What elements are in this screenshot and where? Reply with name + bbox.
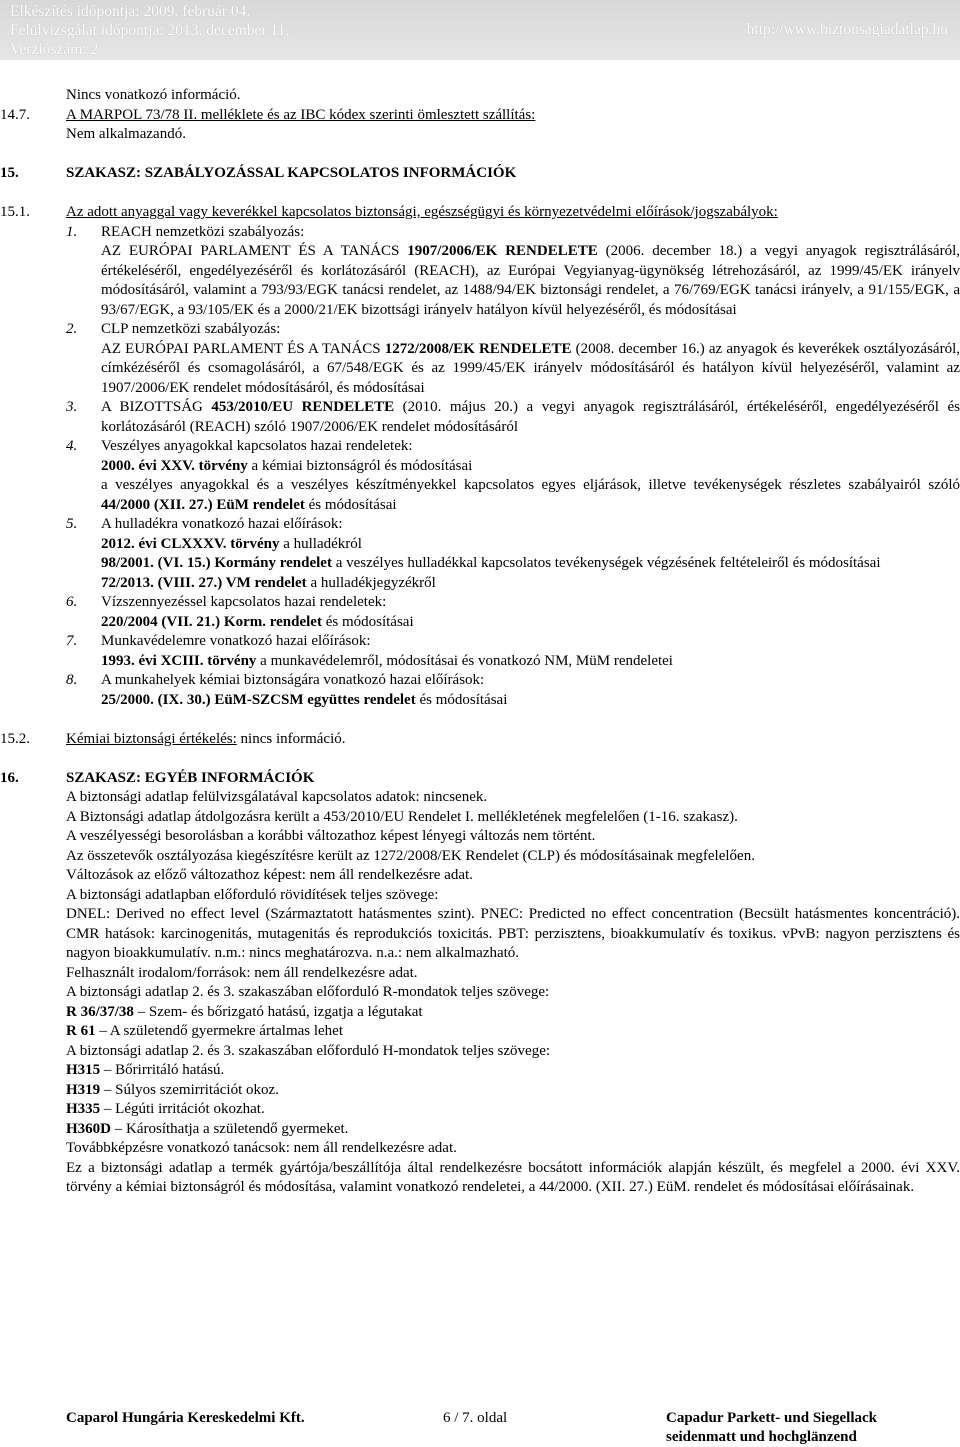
list-item [66,515,960,535]
list-number: 2. [66,321,78,337]
footer-product: Capadur Parkett- und Siegellack seidenmatt und hochglänzend [666,1410,877,1445]
list-number: 7. [66,633,78,649]
version-number: Verziószám: 2 [10,41,99,58]
list-item [66,223,960,243]
subsection-heading: A MARPOL 73/78 II. melléklete és az IBC kódex szerinti ömlesztett szállítás: [66,106,536,123]
r-phrase: R 61 – A születendő gyermekre ártalmas lehet [66,1023,344,1039]
list-heading: REACH nemzetközi szabályozás: [101,223,305,240]
list-heading: A munkahelyek kémiai biztonságára vonatkozó hazai előírások: [101,672,485,688]
section-title: SZAKASZ: SZABÁLYOZÁSSAL KAPCSOLATOS INFORMÁCIÓK [66,165,517,181]
info-line: A biztonsági adatlapban előforduló rövidítések teljes szövege: [66,886,439,903]
h-phrase: H319 – Súlyos szemirritációt okoz. [66,1081,279,1098]
list-item [66,398,960,437]
regulation-text: AZ EURÓPAI PARLAMENT ÉS A TANÁCS 1907/2006/EK RENDELETE (2006. december 18.) a vegyi anyagok regisztrálásáról, értékeléséről, engedélyezéséről és korlátozásáról (REACH), az Európai Vegyianyag-ügynökség létrehozásáról, az 1999/45/EK irányelv módosításáról, valamint a 793/93/EGK tanácsi rendelet, az 1488/94/EK biztonsági rendelet, a 76/769/EGK tanácsi irányelv, a 91/155/EGK, a 93/67/EGK, a 93/105/EK és a 2000/21/EK bizottsági irányelv hatályon kívül helyezéséről, és módosításai [101,243,960,318]
list-number: 6. [66,594,78,610]
info-line: Felhasznált irodalom/források: nem áll rendelkezésre adat. [66,964,418,981]
section-number: 14.7. [0,106,30,123]
document-header [0,0,960,60]
info-line: Változások az előző változathoz képest: nem áll rendelkezésre adat. [66,867,473,883]
header-url[interactable]: http://www.biztonsagiadatlap.hu [746,21,948,38]
regulation-text: 2000. évi XXV. törvény a kémiai biztonságról és módosításai [101,457,473,474]
h-phrase: H335 – Légúti irritációt okozhat. [66,1101,265,1117]
info-line: A biztonsági adatlap 2. és 3. szakaszában előforduló R-mondatok teljes szövege: [66,984,550,1000]
regulation-text: 98/2001. (VI. 15.) Kormány rendelet a veszélyes hulladékkal kapcsolatos tevékenységek végzésének feltételeiről és módosításai [101,555,881,571]
list-item [66,593,960,613]
list-number: 1. [66,223,78,240]
regulation-text: 220/2004 (VII. 21.) Korm. rendelet és módosításai [101,613,414,630]
footer-company: Caparol Hungária Kereskedelmi Kft. [66,1410,305,1426]
regulation-text: 1993. évi XCIII. törvény a munkavédelemről, módosításai és vonatkozó NM, MüM rendeletei [101,652,673,669]
info-line: A veszélyességi besorolásban a korábbi változathoz képest lényegi változás nem történt. [66,828,596,844]
section-number: 15.2. [0,730,30,747]
section-number: 15.1. [0,204,30,220]
abbreviations-text: DNEL: Derived no effect level (Származtatott hatásmentes szint). PNEC: Predicted no effect concentration (Becsült hatásmentes koncentráció). CMR hatások: karcinogenitás, mutagenitás és reprodukciós toxicitás. PBT: perzisztens, bioakkumulatív és toxikus. vPvB: nagyon perzisztens és nagyon bioakkumulatív. n.m.: nincs meghatározva. n.a.: nem alkalmazható. [66,906,960,961]
regulation-text: 2012. évi CLXXXV. törvény a hulladékról [101,535,362,552]
revision-date: Felülvizsgálat időpontja: 2013. december 11. [10,22,290,39]
created-date: Elkészítés időpontja: 2009. február 04. [10,3,251,20]
closing-statement: Ez a biztonsági adatlap a termék gyártója/beszállítója által rendelkezésre bocsátott információk alapján készült, és megfelel a 2000. évi XXV. törvény a kémiai biztonságról és módosítása, valamint vonatkozó rendeletei, a 44/2000. (XII. 27.) EüM. rendelet és módosításai előírásainak. [66,1159,960,1195]
list-heading: Veszélyes anyagokkal kapcsolatos hazai rendeletek: [101,438,413,454]
info-line: Továbbképzésre vonatkozó tanácsok: nem áll rendelkezésre adat. [66,1140,457,1156]
r-phrase: R 36/37/38 – Szem- és bőrizgató hatású, izgatja a légutakat [66,1003,423,1020]
no-info-text: Nincs vonatkozó információ. [66,87,241,103]
subsection-heading: Kémiai biztonsági értékelés: [66,730,237,747]
h-phrase: H360D – Károsíthatja a születendő gyermeket. [66,1120,349,1137]
list-number: 4. [66,438,78,454]
h-phrase: H315 – Bőrirritáló hatású. [66,1062,225,1078]
section-number: 16. [0,769,19,786]
list-item [66,671,960,691]
list-number: 3. [66,399,78,415]
regulation-text: AZ EURÓPAI PARLAMENT ÉS A TANÁCS 1272/2008/EK RENDELETE (2008. december 16.) az anyagok és keverékek osztályozásáról, címkézéséről és csomagolásáról, a 67/548/EGK és az 1999/45/EK irányelv módosításáról és hatályon kívül helyezéséről, valamint az 1907/2006/EK rendelet módosításáról, és módosításai [101,340,960,396]
info-line: A biztonsági adatlap felülvizsgálatával kapcsolatos adatok: nincsenek. [66,789,488,805]
info-line: A Biztonsági adatlap átdolgozásra került a 453/2010/EU Rendelet I. mellékletének megfelelően (1-16. szakasz). [66,808,738,825]
list-heading: Vízszennyezéssel kapcsolatos hazai rendeletek: [101,594,387,610]
list-item [66,320,960,340]
info-line: Az összetevők osztályozása kiegészítésre került az 1272/2008/EK Rendelet (CLP) és módosításainak megfelelően. [66,847,755,864]
page-number: 6 / 7. oldal [443,1410,508,1426]
regulation-text: a veszélyes anyagokkal és a veszélyes készítményekkel kapcsolatos egyes eljárások, illetve tevékenységek részletes szabályairól szóló 44/2000 (XII. 27.) EüM rendelet és módosításai [101,477,960,513]
not-applicable-text: Nem alkalmazandó. [66,126,186,142]
info-line: A biztonsági adatlap 2. és 3. szakaszában előforduló H-mondatok teljes szövege: [66,1042,551,1059]
header-dates [10,2,289,59]
list-heading: CLP nemzetközi szabályozás: [101,321,281,337]
list-item [66,632,960,652]
list-number: 8. [66,672,78,688]
regulation-text: 72/2013. (VIII. 27.) VM rendelet a hulladékjegyzékről [101,574,436,591]
section-title: SZAKASZ: EGYÉB INFORMÁCIÓK [66,769,315,786]
regulation-text: 25/2000. (IX. 30.) EüM-SZCSM együttes rendelet és módosításai [101,691,508,708]
list-heading: A hulladékra vonatkozó hazai előírások: [101,516,343,532]
subsection-heading: Az adott anyaggal vagy keverékkel kapcsolatos biztonsági, egészségügyi és környezetvédelmi előírások/jogszabályok: [66,204,778,220]
regulation-text: A BIZOTTSÁG 453/2010/EU RENDELETE (2010. május 20.) a vegyi anyagok regisztrálásáról, értékeléséről, engedélyezéséről és korlátozásáról (REACH) szóló 1907/2006/EK rendelet módosításáról [101,399,960,435]
list-number: 5. [66,516,78,532]
document-body: Nincs vonatkozó információ. 14.7. A MARPOL 73/78 II. melléklete és az IBC kódex szerinti ömlesztett szállítás: Nem alkalmazandó. 15. SZAKASZ: SZABÁLYOZÁSSAL KAPCSOLATOS INFORMÁCIÓK 15.1. Az adott anyaggal vagy keverékkel kapcsolatos biztonsági, egészségügyi és környezetvédelmi előírások/jogszabályok: 1. REACH nemzetközi szabályozás: AZ EURÓPAI PARLAMENT ÉS A TANÁCS 1907/2006/EK RENDELETE (2006. december 18.) a vegyi anyagok regisztrálásáról, értékeléséről, engedélyezéséről és korlátozásáról (REACH), az Európai Vegyianyag-ügynökség létrehozásáról, az 1999/45/EK irányelv módosításáról, valamint a 793/93/EGK tanácsi rendelet, az 1488/94/EK biztonsági rendelet, a 76/769/EGK tanácsi irányelv, a 91/155/EGK, a 93/67/EGK, a 93/105/EK és a 2000/21/EK bizottsági irányelv hatályon kívül helyezéséről, és módosításai 2. CLP nemzetközi szabályozás: AZ EURÓPAI PARLAMENT ÉS A TANÁCS 1272/2008/EK RENDELETE (2008. december 16.) az anyagok és keverékek osztályozásáról, címkézéséről és csomagolásáról, a 67/548/EGK és az 1999/45/EK irányelv módosításáról és hatályon kívül helyezéséről, valamint az 1907/2006/EK rendelet módosításáról, és módosításai 3. A BIZOTTSÁG 453/2010/EU RENDELETE (2010. május 20.) a vegyi anyagok regisztrálásáról, értékeléséről, engedélyezéséről és korlátozásáról (REACH) szóló 1907/2006/EK rendelet módosításáról 4. Veszélyes anyagokkal kapcsolatos hazai rendeletek: 2000. évi XXV. törvény a kémiai biztonságról és módosításai a veszélyes anyagokkal és a veszélyes készítményekkel kapcsolatos egyes eljárások, illetve tevékenységek részletes szabályairól szóló 44/2000 (XII. 27.) EüM rendelet és módosításai 5. A hulladékra vonatkozó hazai előírások: 2012. évi CLXXXV. törvény a hulladékról 98/2001. (VI. 15.) Kormány rendelet a veszélyes hulladékkal kapcsolatos tevékenységek végzésének feltételeiről és módosításai 72/2013. (VIII. 27.) VM rendelet a hulladékjegyzékről 6. Vízszennyezéssel kapcsolatos hazai rendeletek: 220/2004 (VII. 21.) Korm. rendelet és módosításai 7. Munkavédelemre vonatkozó hazai előírások: 1993. évi XCIII. törvény a munkavédelemről, módosításai és vonatkozó NM, MüM rendeletei 8. A munkahelyek kémiai biztonságára vonatkozó hazai előírások: 25/2000. (IX. 30.) EüM-SZCSM együttes rendelet és módosításai 15.2. Kémiai biztonsági értékelés: nincs információ. 16. SZAKASZ: EGYÉB INFORMÁCIÓK A biztonsági adatlap felülvizsgálatával kapcsolatos adatok: nincsenek. A Biztonsági adatlap átdolgozásra került a 453/2010/EU Rendelet I. mellékletének megfelelően (1-16. szakasz). A veszélyességi besorolásban a korábbi változathoz képest lényegi változás nem történt. Az összetevők osztályozása kiegészítésre került az 1272/2008/EK Rendelet (CLP) és módosításainak megfelelően. Változások az előző változathoz képest: nem áll rendelkezésre adat. A biztonsági adatlapban előforduló rövidítések teljes szövege: DNEL: Derived no effect level (Származtatott hatásmentes szint). PNEC: Predicted no effect concentration (Becsült hatásmentes koncentráció). CMR hatások: karcinogenitás, mutagenitás és reprodukciós toxicitás. PBT: perzisztens, bioakkumulatív és toxikus. vPvB: nagyon perzisztens és nagyon bioakkumulatív. n.m.: nincs meghatározva. n.a.: nem alkalmazható. Felhasznált irodalom/források: nem áll rendelkezésre adat. A biztonsági adatlap 2. és 3. szakaszában előforduló R-mondatok teljes szövege: R 36/37/38 – Szem- és bőrizgató hatású, izgatja a légutakat R 61 – A születendő gyermekre ártalmas lehet A biztonsági adatlap 2. és 3. szakaszában előforduló H-mondatok teljes szövege: H315 – Bőrirritáló hatású. H319 – Súlyos szemirritációt okoz. H335 – Légúti irritációt okozhat. H360D – Károsíthatja a születendő gyermeket. Továbbképzésre vonatkozó tanácsok: nem áll rendelkezésre adat. Ez a biztonsági adatlap a termék gyártója/beszállítója által rendelkezésre bocsátott információk alapján készült, és megfelel a 2000. évi XXV. törvény a kémiai biztonságról és módosítása, valamint vonatkozó rendeletei, a 44/2000. (XII. 27.) EüM. rendelet és módosításai előírásainak. [0,86,960,1198]
list-item [66,437,960,457]
list-heading: Munkavédelemre vonatkozó hazai előírások: [101,633,371,649]
section-number: 15. [0,165,19,181]
